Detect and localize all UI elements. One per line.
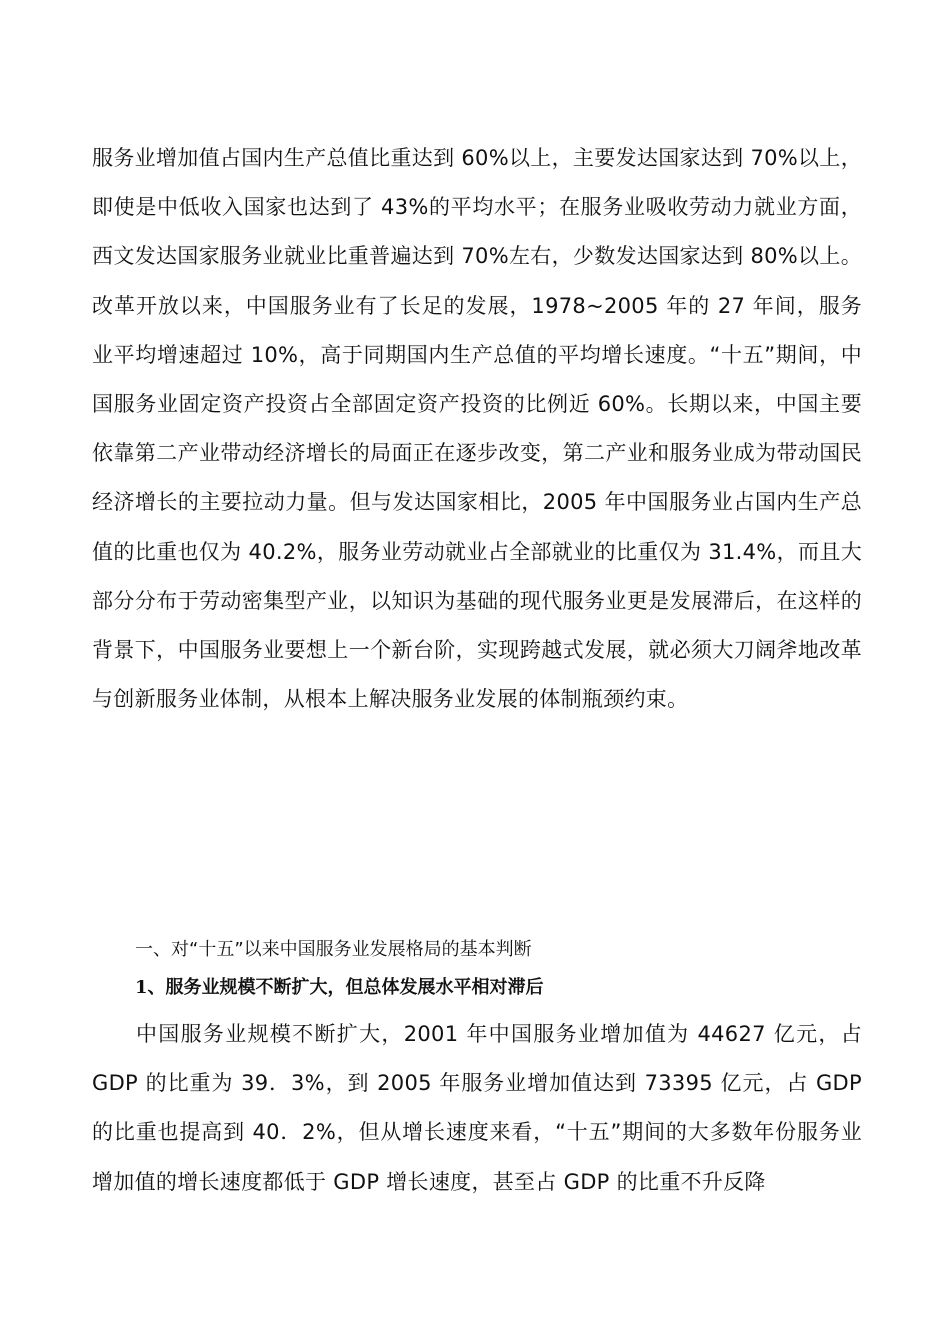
body-paragraph-1: 服务业增加值占国内生产总值比重达到 60%以上，主要发达国家达到 70%以上，即使是中低收入国家也达到了 43%的平均水平；在服务业吸收劳动力就业方面，西文发达国家服务业就业比重普遍达到 70%左右，少数发达国家达到 80%以上。改革开放以来，中国服务业有了长足的发展，1978~2005 年的 27 年间，服务业平均增速超过 10%，高于同期国内生产总值的平均增长速度。“十五”期间，中国服务业固定资产投资占全部固定资产投资的比例近 60%。长期以来，中国主要依靠第二产业带动经济增长的局面正在逐步改变，第二产业和服务业成为带动国民经济增长的主要拉动力量。但与发达国家相比，2005 年中国服务业占国内生产总值的比重也仅为 40.2%，服务业劳动就业占全部就业的比重仅为 31.4%，而且大部分分布于劳动密集型产业，以知识为基础的现代服务业更是发展滞后，在这样的背景下，中国服务业要想上一个新台阶，实现跨越式发展，就必须大刀阔斧地改革与创新服务业体制，从根本上解决服务业发展的体制瓶颈约束。 [92,146,862,712]
section-heading: 一、对“十五”以来中国服务业发展格局的基本判断 [135,939,532,960]
subsection-heading: 1、服务业规模不断扩大，但总体发展水平相对滞后 [135,977,544,998]
body-paragraph-2: 中国服务业规模不断扩大，2001 年中国服务业增加值为 44627 亿元，占 GDP 的比重为 39．3%，到 2005 年服务业增加值达到 73395 亿元，占 GDP 的比重也提高到 40．2%，但从增长速度来看，“十五”期间的大多数年份服务业增加值的增长速度都低于 GDP 增长速度，甚至占 GDP 的比重不升反降 [92,1022,862,1194]
